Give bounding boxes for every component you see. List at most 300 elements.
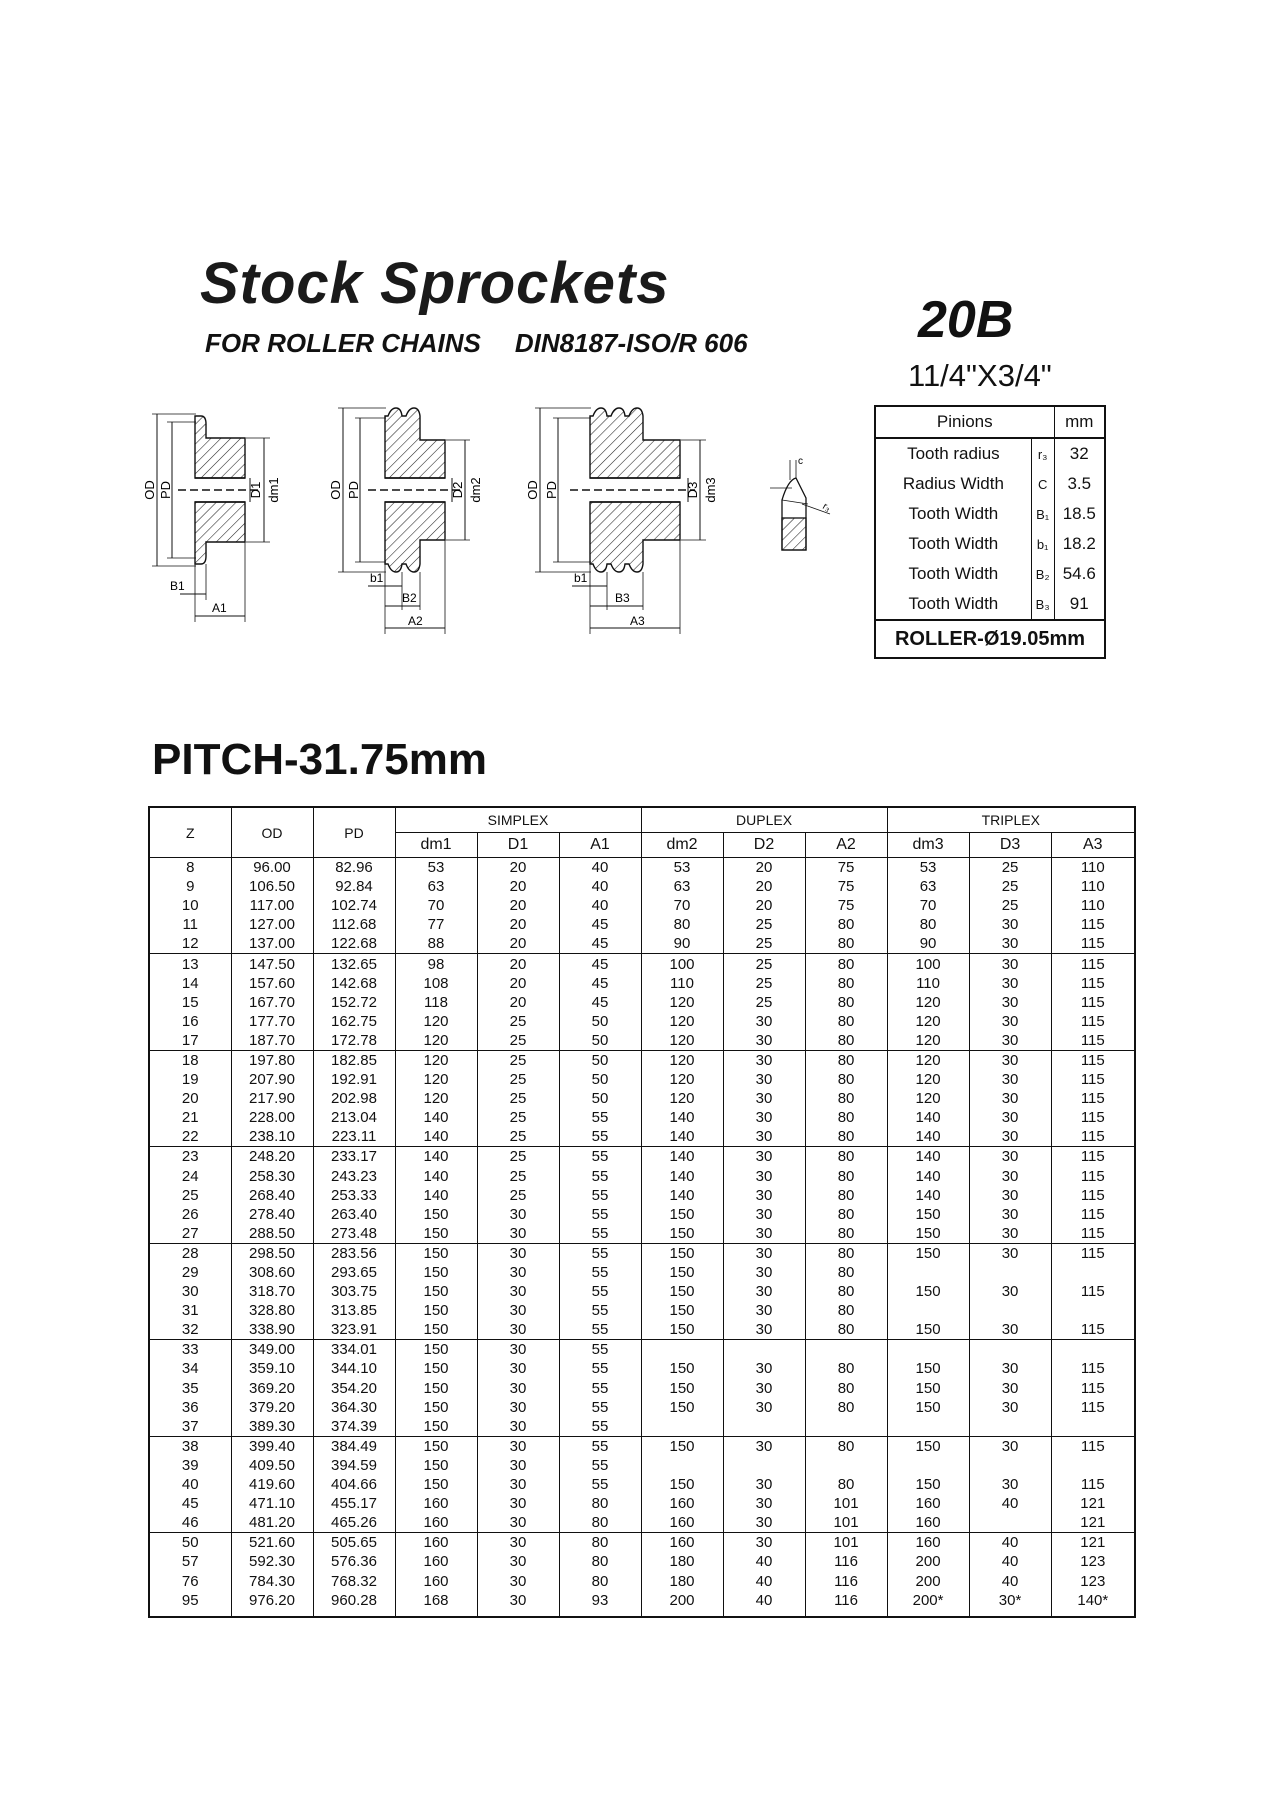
table-cell: 197.80 (231, 1050, 313, 1070)
table-cell: 110 (1051, 896, 1135, 915)
duplex-d-label: D2 (450, 481, 465, 499)
table-cell: 30 (477, 1320, 559, 1340)
table-cell: 55 (559, 1436, 641, 1456)
table-row (149, 1320, 1135, 1340)
table-row (149, 1475, 1135, 1494)
table-cell: 30 (723, 1282, 805, 1301)
table-cell: 25 (969, 858, 1051, 878)
table-cell: 98 (395, 954, 477, 974)
triplex-dm-label: dm3 (703, 477, 718, 503)
table-cell: 25 (477, 1186, 559, 1205)
col-header-d2: D2 (723, 833, 805, 858)
table-cell: 140 (395, 1127, 477, 1147)
table-cell: 30 (477, 1263, 559, 1282)
table-cell: 120 (887, 1031, 969, 1051)
table-cell: 21 (149, 1108, 231, 1127)
table-cell: 364.30 (313, 1398, 395, 1417)
table-cell: 30 (969, 993, 1051, 1012)
spec-row (875, 529, 1105, 559)
spec-label: Tooth Width (875, 529, 1031, 559)
table-cell: 120 (395, 1012, 477, 1031)
table-cell: 115 (1051, 1147, 1135, 1167)
col-header-dm3: dm3 (887, 833, 969, 858)
table-cell: 115 (1051, 1012, 1135, 1031)
table-cell: 45 (559, 954, 641, 974)
table-cell: 101 (805, 1494, 887, 1513)
table-cell: 57 (149, 1552, 231, 1571)
table-row (149, 1552, 1135, 1571)
table-cell: 298.50 (231, 1243, 313, 1263)
col-header-a1: A1 (559, 833, 641, 858)
table-row (149, 1513, 1135, 1533)
table-cell: 75 (805, 858, 887, 878)
table-cell: 127.00 (231, 915, 313, 934)
table-cell: 55 (559, 1224, 641, 1244)
table-cell: 30 (969, 1436, 1051, 1456)
tooth-r-label: r₃ (820, 501, 833, 515)
table-cell: 521.60 (231, 1533, 313, 1553)
table-cell: 80 (887, 915, 969, 934)
table-cell: 115 (1051, 954, 1135, 974)
table-cell: 40 (559, 858, 641, 878)
table-cell: 150 (641, 1436, 723, 1456)
table-cell: 258.30 (231, 1167, 313, 1186)
table-cell (805, 1340, 887, 1360)
table-cell: 63 (641, 877, 723, 896)
table-cell: 25 (477, 1147, 559, 1167)
table-cell: 140 (887, 1147, 969, 1167)
table-cell: 55 (559, 1127, 641, 1147)
table-cell: 233.17 (313, 1147, 395, 1167)
table-cell: 40 (723, 1571, 805, 1590)
table-cell: 70 (395, 896, 477, 915)
table-cell: 389.30 (231, 1417, 313, 1437)
table-cell: 18 (149, 1050, 231, 1070)
table-cell: 30 (723, 1436, 805, 1456)
table-cell: 30 (723, 1108, 805, 1127)
table-cell: 80 (559, 1552, 641, 1571)
table-row (149, 1282, 1135, 1301)
table-cell: 80 (559, 1494, 641, 1513)
table-cell: 334.01 (313, 1340, 395, 1360)
col-header-dm2: dm2 (641, 833, 723, 858)
table-row (149, 1398, 1135, 1417)
table-cell: 28 (149, 1243, 231, 1263)
table-cell: 20 (149, 1089, 231, 1108)
table-cell (887, 1263, 969, 1282)
duplex-od-label: OD (328, 480, 343, 500)
table-cell: 354.20 (313, 1379, 395, 1398)
table-cell: 150 (887, 1379, 969, 1398)
table-cell: 200* (887, 1591, 969, 1617)
table-cell: 30 (723, 1263, 805, 1282)
table-cell: 25 (477, 1089, 559, 1108)
table-cell: 90 (641, 934, 723, 954)
table-cell: 207.90 (231, 1070, 313, 1089)
table-cell: 20 (477, 934, 559, 954)
table-cell: 115 (1051, 1127, 1135, 1147)
table-cell: 30 (723, 1494, 805, 1513)
table-cell: 960.28 (313, 1591, 395, 1617)
table-cell: 150 (395, 1379, 477, 1398)
table-cell: 20 (723, 877, 805, 896)
duplex-dm-label: dm2 (468, 477, 483, 503)
table-cell: 25 (969, 877, 1051, 896)
table-cell: 40 (723, 1591, 805, 1617)
table-cell: 20 (477, 915, 559, 934)
tooth-c-label: c (798, 456, 803, 467)
table-cell: 30 (969, 1108, 1051, 1127)
table-cell: 50 (559, 1031, 641, 1051)
table-cell: 36 (149, 1398, 231, 1417)
table-row (149, 1050, 1135, 1070)
table-cell: 15 (149, 993, 231, 1012)
table-cell: 29 (149, 1263, 231, 1282)
table-cell: 115 (1051, 1050, 1135, 1070)
table-cell: 150 (887, 1398, 969, 1417)
table-cell: 318.70 (231, 1282, 313, 1301)
table-cell: 100 (887, 954, 969, 974)
table-cell: 140* (1051, 1591, 1135, 1617)
table-cell: 55 (559, 1417, 641, 1437)
table-cell: 116 (805, 1552, 887, 1571)
table-cell: 150 (641, 1475, 723, 1494)
table-cell: 115 (1051, 1070, 1135, 1089)
table-cell: 150 (395, 1205, 477, 1224)
table-row (149, 1456, 1135, 1475)
table-row (149, 974, 1135, 993)
table-cell: 30 (723, 1070, 805, 1089)
table-row (149, 1263, 1135, 1282)
table-cell: 160 (641, 1513, 723, 1533)
table-cell: 55 (559, 1379, 641, 1398)
table-cell: 20 (477, 858, 559, 878)
table-cell: 115 (1051, 1359, 1135, 1378)
table-cell: 150 (887, 1224, 969, 1244)
table-cell: 40 (723, 1552, 805, 1571)
table-cell: 784.30 (231, 1571, 313, 1590)
table-cell: 140 (641, 1127, 723, 1147)
table-row (149, 1089, 1135, 1108)
table-cell: 27 (149, 1224, 231, 1244)
table-cell: 90 (887, 934, 969, 954)
table-row (149, 1379, 1135, 1398)
table-cell: 150 (641, 1205, 723, 1224)
table-cell: 80 (805, 1186, 887, 1205)
table-cell (1051, 1456, 1135, 1475)
table-cell: 30 (969, 1398, 1051, 1417)
table-cell: 55 (559, 1320, 641, 1340)
table-cell: 150 (395, 1320, 477, 1340)
table-cell: 100 (641, 954, 723, 974)
table-cell: 25 (477, 1167, 559, 1186)
table-cell: 30 (723, 1186, 805, 1205)
table-cell: 25 (723, 993, 805, 1012)
table-cell: 25 (723, 954, 805, 974)
table-cell: 9 (149, 877, 231, 896)
table-cell: 140 (641, 1147, 723, 1167)
table-cell: 20 (477, 954, 559, 974)
group-header-duplex: DUPLEX (641, 807, 887, 833)
table-cell: 150 (887, 1320, 969, 1340)
table-cell: 268.40 (231, 1186, 313, 1205)
table-cell: 150 (887, 1282, 969, 1301)
table-cell: 63 (887, 877, 969, 896)
table-cell: 121 (1051, 1494, 1135, 1513)
table-row (149, 1147, 1135, 1167)
table-cell (1051, 1263, 1135, 1282)
table-cell (805, 1417, 887, 1437)
table-cell: 30 (969, 915, 1051, 934)
spec-symbol: B₁ (1031, 499, 1054, 529)
table-cell: 110 (887, 974, 969, 993)
table-cell: 30 (723, 1379, 805, 1398)
table-cell: 30 (969, 1031, 1051, 1051)
table-cell: 80 (805, 1167, 887, 1186)
page-subtitle (205, 328, 748, 359)
table-cell: 120 (641, 1070, 723, 1089)
table-cell: 80 (805, 1475, 887, 1494)
table-cell: 369.20 (231, 1379, 313, 1398)
table-cell: 30 (969, 1205, 1051, 1224)
table-cell: 419.60 (231, 1475, 313, 1494)
table-cell: 338.90 (231, 1320, 313, 1340)
table-cell: 50 (149, 1533, 231, 1553)
table-cell: 228.00 (231, 1108, 313, 1127)
table-cell: 25 (477, 1127, 559, 1147)
table-cell: 80 (805, 954, 887, 974)
table-cell: 30 (477, 1398, 559, 1417)
table-cell: 55 (559, 1167, 641, 1186)
spec-symbol: r₃ (1031, 438, 1054, 469)
table-cell: 55 (559, 1301, 641, 1320)
table-cell: 30 (723, 1147, 805, 1167)
table-cell: 50 (559, 1089, 641, 1108)
table-cell: 177.70 (231, 1012, 313, 1031)
table-cell: 180 (641, 1552, 723, 1571)
table-cell: 30 (477, 1494, 559, 1513)
table-cell: 38 (149, 1436, 231, 1456)
table-cell: 121 (1051, 1513, 1135, 1533)
table-cell: 200 (887, 1552, 969, 1571)
table-cell: 123 (1051, 1552, 1135, 1571)
table-cell: 30 (477, 1340, 559, 1360)
table-cell: 25 (723, 974, 805, 993)
table-cell: 115 (1051, 934, 1135, 954)
table-cell: 576.36 (313, 1552, 395, 1571)
table-row (149, 1436, 1135, 1456)
spec-label: Tooth Width (875, 589, 1031, 620)
table-cell: 349.00 (231, 1340, 313, 1360)
group-header-simplex: SIMPLEX (395, 807, 641, 833)
table-cell: 160 (395, 1533, 477, 1553)
table-cell: 115 (1051, 974, 1135, 993)
table-cell: 30 (477, 1591, 559, 1617)
table-cell: 32 (149, 1320, 231, 1340)
table-row (149, 915, 1135, 934)
table-cell: 115 (1051, 1186, 1135, 1205)
table-cell: 30 (969, 1320, 1051, 1340)
table-cell: 30 (477, 1436, 559, 1456)
table-row (149, 1533, 1135, 1553)
spec-row (875, 438, 1105, 469)
spec-label: Radius Width (875, 469, 1031, 499)
table-cell: 132.65 (313, 954, 395, 974)
table-cell: 150 (887, 1243, 969, 1263)
table-cell: 25 (969, 896, 1051, 915)
spec-row (875, 499, 1105, 529)
table-cell: 26 (149, 1205, 231, 1224)
table-cell: 248.20 (231, 1147, 313, 1167)
table-cell: 76 (149, 1571, 231, 1590)
table-cell: 30 (969, 1050, 1051, 1070)
table-cell: 30 (477, 1552, 559, 1571)
table-cell: 160 (395, 1513, 477, 1533)
table-cell: 150 (641, 1282, 723, 1301)
sprocket-data-table (148, 806, 1136, 1618)
table-cell: 140 (887, 1108, 969, 1127)
table-cell (887, 1301, 969, 1320)
table-cell: 25 (723, 915, 805, 934)
tooth-profile-diagram (770, 460, 830, 550)
table-row (149, 1243, 1135, 1263)
table-cell: 108 (395, 974, 477, 993)
table-cell: 30 (969, 1282, 1051, 1301)
table-cell: 63 (395, 877, 477, 896)
spec-header-label: Pinions (875, 406, 1054, 438)
table-cell: 45 (559, 974, 641, 993)
table-cell: 25 (477, 1108, 559, 1127)
table-cell: 55 (559, 1340, 641, 1360)
table-cell: 16 (149, 1012, 231, 1031)
col-header-dm1: dm1 (395, 833, 477, 858)
spec-value: 91 (1069, 594, 1089, 613)
table-cell: 120 (641, 1050, 723, 1070)
table-cell: 344.10 (313, 1359, 395, 1378)
pinions-spec-table (874, 405, 1106, 659)
table-cell: 80 (641, 915, 723, 934)
table-cell: 976.20 (231, 1591, 313, 1617)
duplex-pd-label: PD (346, 480, 361, 500)
table-cell: 283.56 (313, 1243, 395, 1263)
table-cell: 115 (1051, 1031, 1135, 1051)
table-cell: 55 (559, 1205, 641, 1224)
table-cell: 471.10 (231, 1494, 313, 1513)
table-cell: 20 (477, 877, 559, 896)
table-cell: 80 (559, 1513, 641, 1533)
table-cell: 30 (969, 1147, 1051, 1167)
table-cell: 120 (887, 1012, 969, 1031)
table-cell: 150 (395, 1243, 477, 1263)
table-cell: 140 (887, 1167, 969, 1186)
table-cell: 37 (149, 1417, 231, 1437)
table-cell: 150 (395, 1263, 477, 1282)
table-cell: 115 (1051, 1243, 1135, 1263)
table-cell: 394.59 (313, 1456, 395, 1475)
table-cell: 12 (149, 934, 231, 954)
table-cell: 30 (723, 1089, 805, 1108)
spec-header-row (875, 406, 1105, 438)
table-cell: 30 (723, 1031, 805, 1051)
table-cell (969, 1417, 1051, 1437)
table-cell: 30 (477, 1282, 559, 1301)
table-cell: 140 (395, 1167, 477, 1186)
spec-symbol: b₁ (1031, 529, 1054, 559)
table-cell: 140 (395, 1186, 477, 1205)
table-cell: 253.33 (313, 1186, 395, 1205)
table-row (149, 1571, 1135, 1590)
table-cell: 30 (969, 1186, 1051, 1205)
table-row (149, 934, 1135, 954)
triplex-b-label: B3 (615, 591, 630, 605)
table-cell: 142.68 (313, 974, 395, 993)
table-cell (969, 1301, 1051, 1320)
table-cell: 40 (149, 1475, 231, 1494)
chain-model: 20B (918, 291, 1014, 349)
table-cell: 140 (641, 1108, 723, 1127)
table-cell: 150 (887, 1436, 969, 1456)
table-cell (887, 1417, 969, 1437)
table-group-header-row (149, 807, 1135, 833)
table-cell: 39 (149, 1456, 231, 1475)
table-cell: 293.65 (313, 1263, 395, 1282)
table-cell: 30 (477, 1417, 559, 1437)
table-cell: 14 (149, 974, 231, 993)
table-cell: 150 (395, 1456, 477, 1475)
spec-row (875, 589, 1105, 620)
sprocket-diagrams (140, 400, 850, 640)
spec-header-unit: mm (1054, 406, 1105, 438)
table-cell: 328.80 (231, 1301, 313, 1320)
table-cell: 115 (1051, 1475, 1135, 1494)
table-cell: 30 (477, 1475, 559, 1494)
table-cell: 30 (477, 1379, 559, 1398)
table-cell: 150 (395, 1398, 477, 1417)
table-cell: 374.39 (313, 1417, 395, 1437)
table-cell: 213.04 (313, 1108, 395, 1127)
table-row (149, 1417, 1135, 1437)
table-cell: 45 (559, 993, 641, 1012)
table-cell: 80 (805, 1263, 887, 1282)
table-cell: 157.60 (231, 974, 313, 993)
table-cell: 115 (1051, 1282, 1135, 1301)
table-row (149, 1012, 1135, 1031)
simplex-dm-label: dm1 (266, 477, 281, 503)
table-cell: 80 (805, 1320, 887, 1340)
spec-symbol: B₂ (1031, 559, 1054, 589)
table-cell: 40 (969, 1533, 1051, 1553)
spec-row (875, 469, 1105, 499)
table-cell: 102.74 (313, 896, 395, 915)
table-row (149, 1591, 1135, 1617)
table-cell: 202.98 (313, 1089, 395, 1108)
table-cell: 120 (641, 1031, 723, 1051)
table-cell: 30 (969, 1243, 1051, 1263)
table-cell: 182.85 (313, 1050, 395, 1070)
table-cell: 53 (887, 858, 969, 878)
table-cell: 187.70 (231, 1031, 313, 1051)
table-cell: 115 (1051, 915, 1135, 934)
table-cell (969, 1263, 1051, 1282)
table-cell: 30 (149, 1282, 231, 1301)
table-row (149, 858, 1135, 878)
simplex-d-label: D1 (248, 481, 263, 499)
table-cell: 30 (723, 1127, 805, 1147)
table-cell: 8 (149, 858, 231, 878)
spec-symbol: B₃ (1031, 589, 1054, 620)
table-cell: 80 (805, 915, 887, 934)
table-cell: 55 (559, 1263, 641, 1282)
